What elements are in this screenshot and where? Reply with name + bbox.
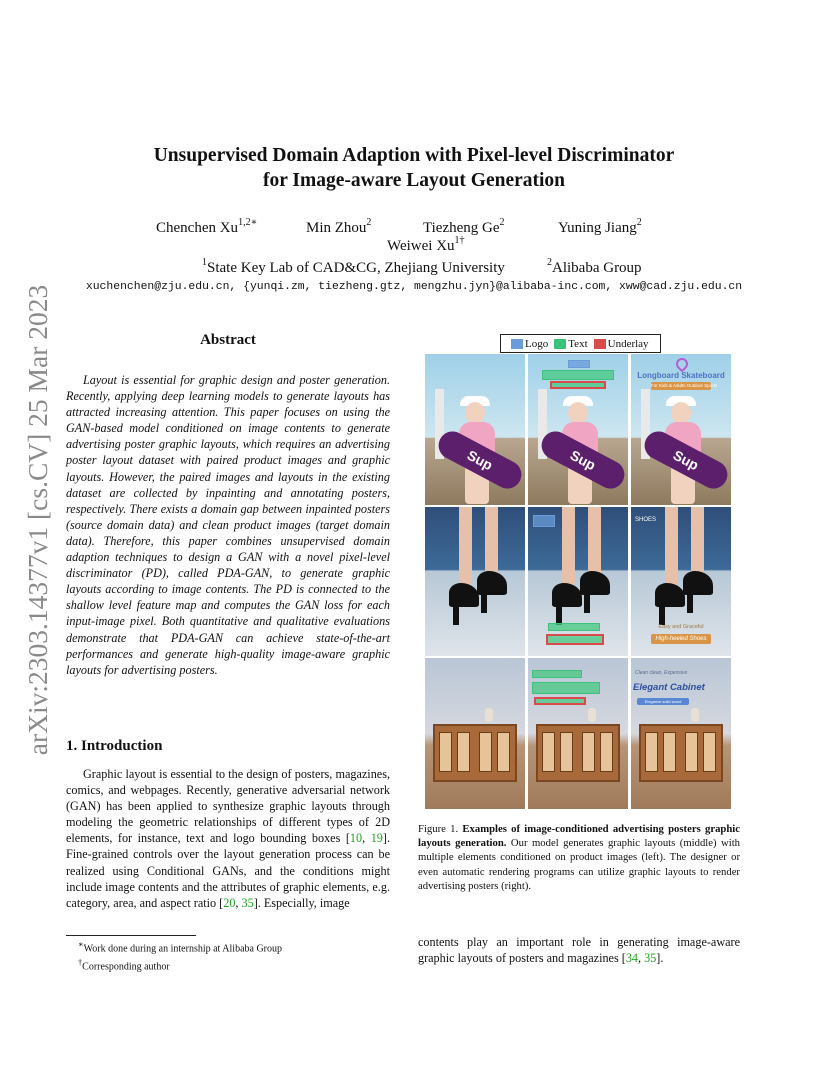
heel-shape [659,603,665,625]
author-name: Chenchen Xu [156,220,239,236]
affil-name: Alibaba Group [552,260,642,276]
layout-box-underlay [546,634,604,645]
text-run: ]. [656,951,664,966]
vase-shape [691,708,699,722]
layout-box-logo [568,360,590,368]
heel-shape [584,591,590,613]
cabinet-door [479,732,492,772]
author-2 [306,218,371,237]
citation-link[interactable]: 35 [644,951,657,966]
abstract-body: Layout is essential for graphic design and poster generation. Recently, applying deep learning models to generate layouts has attracted increasing attention. This paper focuses on using the GAN-based model conditioned on image contents to generate advertising poster graphic layouts, which requires an advertising poster layout dataset with paired product images and graphic layouts. However, the paired images and layouts in the existing dataset are collected by inpainting and annotating posters, respectively. There exists a domain gap between inpainted posters (source domain data) and clean product images (target domain data). Therefore, this paper combines unsupervised domain adaption techniques to design a GAN with a novel pixel-level discriminator (PD), called PDA-GAN, to generate graphic layouts according to image contents. The PD is connected to the shallow level feature map and computes the GAN loss for each input-image pixel. Both quantitative and qualitative evaluations demonstrate that PDA-GAN can achieve state-of-the-art performances and generate high-quality image-aware graphic layouts for advertising posters. [66,373,390,677]
author-name: Yuning Jiang [558,220,637,236]
poster-line-1: Easy and Graceful [658,624,704,630]
intro-paragraph [66,766,390,911]
heel-shape [481,591,487,613]
legend-label: Underlay [607,337,649,350]
text-run: ]. Fine-grained controls over the layout generation process can be realized using Conditional GANs, and the conditions might include image contents and the attributes of graphic elements, e.g. category, area, and aspect ratio [ [66,831,390,910]
poster-line-1: Clean clean, Expensive [635,670,688,676]
legend-label: Logo [525,337,549,350]
figure-caption [418,822,740,893]
author-name: Weiwei Xu [387,238,455,254]
title-line-1: Unsupervised Domain Adaption with Pixel-level Discriminator [153,145,675,166]
section-heading-introduction: 1. Introduction [66,738,163,754]
footnote-mark: ∗ [78,940,84,949]
legend-swatch-text [554,339,566,349]
poster-subtitle-pill: For Kids & Adults Outdoor Sports [651,383,718,388]
caption-body: Our model generates graphic layouts (middle) with multiple elements conditioned on product images (left). The designer or even automatic rendering programs can utilize graphic layouts to render advertising posters (right). [418,837,741,892]
legend-label: Text [568,337,588,350]
caption-label: Figure 1. [418,823,459,835]
head-shape [671,402,691,424]
affil-name: State Key Lab of CAD&CG, Zhejiang University [207,260,505,276]
legend-swatch-underlay [594,339,606,349]
arxiv-stamp [14,280,62,760]
figure-image-grid [425,354,731,809]
heel-shape [556,603,562,625]
citation-link[interactable]: 20 [223,895,236,910]
affil-mark: 1 [202,257,207,268]
footnote-1 [78,938,282,956]
layout-box-text [532,670,582,678]
deck-graphic-text: Sup [567,446,599,474]
head-shape [568,402,588,424]
legend-item-text [554,338,587,350]
author-1 [156,218,257,237]
cabinet-door [703,732,716,772]
paper-title [0,143,828,193]
arxiv-id: arXiv:2303.14377v1 [cs.CV] 25 Mar 2023 [22,284,53,756]
text-run: ]. Especially, image [253,895,350,910]
footnote-text: Work done during an internship at Alibaba Group [83,943,282,955]
row3-layout-image [528,658,628,809]
text-run: Graphic layout is essential to the design of posters, magazines, comics, and webpages. Recently, generative adversarial network (GAN) has been applied to synthesize graphic layouts through modeling the geometric relationships of different types of 2D elements, for instance, text and logo bounding boxes [ [66,767,390,846]
author-affil-mark: 1,2∗ [238,217,258,228]
text-run: , [362,831,371,846]
cabinet-door [582,732,595,772]
legend-item-underlay [594,338,649,350]
layout-box-text [532,682,600,694]
row3-input-image [425,658,525,809]
layout-box-logo [533,515,555,527]
author-affil-mark: 1† [454,235,465,246]
text-run: contents play an important role in generating image-aware graphic layouts of posters and magazines [ [418,935,740,966]
text-run: , [235,895,242,910]
row1-input-image [425,354,525,505]
cabinet-shape [536,724,620,782]
vase-shape [485,708,493,722]
cabinet-door [663,732,676,772]
caption-bold: Examples of image-conditioned advertising posters graphic layouts generation. [418,823,741,850]
affil-mark: 2 [547,257,552,268]
right-column-paragraph [418,934,740,966]
footnote-2 [78,956,282,974]
leg-shape [665,507,678,587]
heel-shape [453,603,459,625]
figure-legend [500,334,661,353]
poster-pill: Elegance solid wood [637,698,689,705]
row3-rendered-poster [631,658,731,809]
heart-logo-icon [674,356,691,373]
row1-layout-image [528,354,628,505]
poster-line-2-pill: High-heeled Shoes [651,634,711,644]
footnote-text: Corresponding author [82,961,170,973]
layout-box-underlay [534,697,586,705]
cabinet-door [645,732,658,772]
head-shape [465,402,485,424]
layout-box-underlay [550,381,606,389]
author-name: Tiezheng Ge [423,220,500,236]
poster-title: Longboard Skateboard [637,371,725,380]
citation-link[interactable]: 34 [625,951,638,966]
author-affil-mark: 2 [366,217,372,228]
legend-swatch-logo [511,339,523,349]
poster-title: Elegant Cabinet [633,682,705,693]
vase-shape [588,708,596,722]
title-line-2: for Image-aware Layout Generation [262,170,566,191]
cabinet-door [560,732,573,772]
author-5 [387,236,465,255]
text-run: , [638,951,645,966]
citation-link[interactable]: 19 [370,831,383,846]
footnotes [78,938,282,974]
footnote-rule [66,935,196,936]
leg-shape [459,507,472,587]
author-name: Min Zhou [306,220,367,236]
abstract-heading: Abstract [200,332,256,348]
affiliation-1 [202,258,505,277]
cabinet-door [542,732,555,772]
cabinet-door [439,732,452,772]
author-affil-mark: 2 [636,217,642,228]
layout-box-text [542,370,614,380]
cabinet-door [685,732,698,772]
poster-logo-text: SHOES [635,517,657,523]
cabinet-door [457,732,470,772]
layout-box-text [548,623,600,631]
legend-item-logo [511,338,548,350]
cabinet-door [497,732,510,772]
affiliation-2 [547,258,642,277]
row2-rendered-poster [631,507,731,656]
citation-link[interactable]: 35 [241,895,254,910]
heel-shape [687,591,693,613]
row2-input-image [425,507,525,656]
row1-rendered-poster [631,354,731,505]
cabinet-shape [639,724,723,782]
cabinet-door [600,732,613,772]
leg-shape [562,507,575,587]
deck-graphic-text: Sup [670,446,702,474]
author-emails: xuchenchen@zju.edu.cn, {yunqi.zm, tiezheng.gtz, mengzhu.jyn}@alibaba-inc.com, xww@cad.zju.edu.cn [85,281,743,293]
author-4 [558,218,642,237]
footnote-mark: † [78,957,83,967]
cabinet-shape [433,724,517,782]
author-affil-mark: 2 [499,217,505,228]
citation-link[interactable]: 10 [349,831,363,846]
row2-layout-image [528,507,628,656]
deck-graphic-text: Sup [464,446,496,474]
